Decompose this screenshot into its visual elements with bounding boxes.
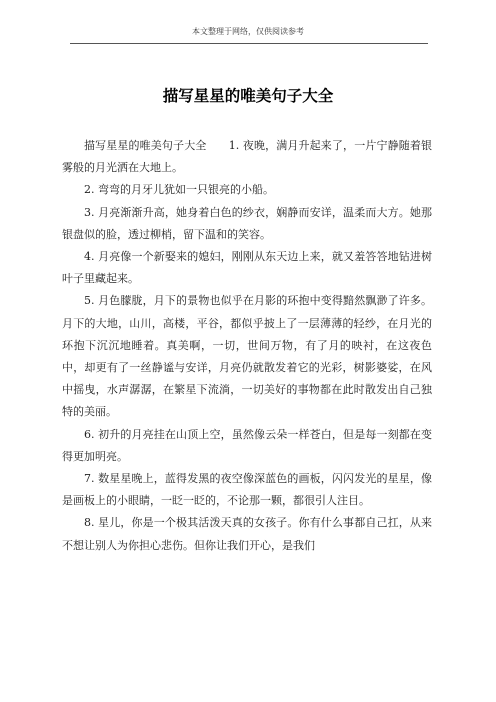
paragraph-intro: 描写星星的唯美句子大全 1. 夜晚，满月升起来了，一片宁静随着银雾般的月光洒在大地上。	[62, 139, 432, 175]
paragraph-7: 7. 数星星晚上，蓝得发黑的夜空像深蓝色的画板，闪闪发光的星星，像是画板上的小眼睛，一眨一眨的，不论那一颗，都很引人注目。	[62, 472, 432, 508]
paragraph-3: 3. 月亮渐渐升高，她身着白色的纱衣，娴静而安详，温柔而大方。她那银盘似的脸，透过柳梢，留下温和的笑容。	[62, 205, 432, 241]
paragraph-4: 4. 月亮像一个新娶来的媳妇，刚刚从东天边上来，就又羞答答地钻进树叶子里藏起来。	[62, 250, 432, 286]
paragraph-8: 8. 星儿，你是一个极其活泼天真的女孩子。你有什么事都自己扛，从来不想让别人为你担心悲伤。但你让我们开心，是我们	[62, 516, 432, 552]
paragraph-2: 2. 弯弯的月牙儿犹如一只银亮的小船。	[84, 183, 274, 197]
paragraph-5: 5. 月色朦胧，月下的景物也似乎在月影的环抱中变得黯然飘渺了许多。月下的大地，山川，高楼，平谷，都似乎披上了一层薄薄的轻纱，在月光的环抱下沉沉地睡着。真美啊，一切，世间万物，有了月的映衬，在这夜色中，却更有了一丝静谧与安详，月亮仍就散发着它的光彩，树影婆娑，在风中摇曳，水声潺潺，在繁星下流淌，一切美好的事物都在此时散发出自己独特的美丽。	[62, 294, 432, 419]
header-divider	[70, 43, 428, 44]
header-note: 本文整理于网络，仅供阅读参考	[192, 27, 304, 36]
paragraph-6: 6. 初升的月亮挂在山顶上空，虽然像云朵一样苍白，但是每一刻都在变得更加明亮。	[62, 427, 432, 463]
document-body	[62, 135, 432, 557]
document-title: 描写星星的唯美句子大全	[162, 87, 334, 106]
